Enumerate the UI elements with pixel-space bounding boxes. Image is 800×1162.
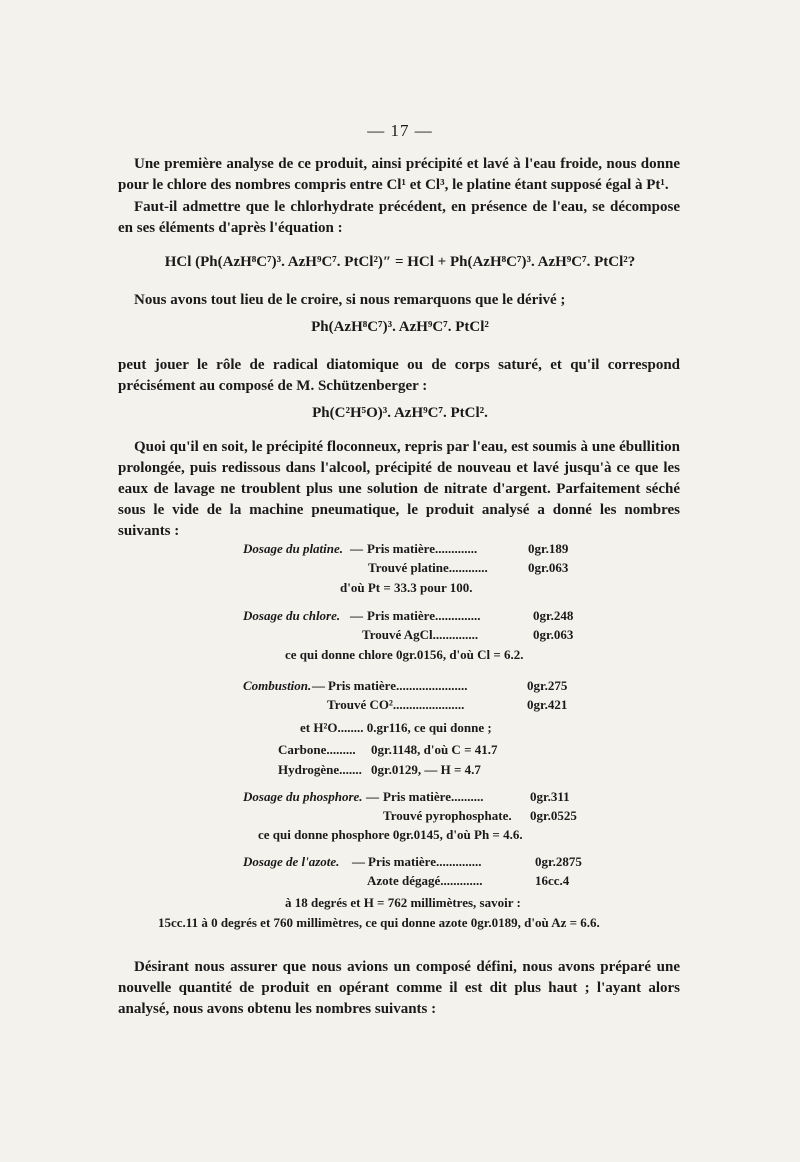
paragraph-second-analysis: Désirant nous assurer que nous avions un composé défini, nous avons préparé une nouvelle quantité de produit en opérant comme il est dit plus haut ; l'ayant alors analysé, nous avons obtenu les nombres suivants : bbox=[118, 959, 680, 1017]
chlore-result: ce qui donne chlore 0gr.0156, d'où Cl = 6.2. bbox=[285, 647, 524, 662]
paragraph-radical: peut jouer le rôle de radical diatomique ou de corps saturé, et qu'il correspond précisément au composé de M. Schützenberger : bbox=[118, 357, 680, 394]
carbone-value: 0gr.1148, d'où C = 41.7 bbox=[371, 742, 498, 757]
carbone-label: Carbone......... bbox=[278, 742, 356, 757]
azote-pris-value: 0gr.2875 bbox=[535, 854, 582, 869]
azote-heading: Dosage de l'azote. bbox=[243, 854, 340, 869]
chlore-heading: Dosage du chlore. bbox=[243, 608, 341, 623]
combustion-trouve-value: 0gr.421 bbox=[527, 697, 568, 712]
azote-result: 15cc.11 à 0 degrés et 760 millimètres, ce qui donne azote 0gr.0189, d'où Az = 6.6. bbox=[158, 915, 600, 930]
phosphore-pris-label: Pris matière.......... bbox=[383, 789, 484, 804]
equation-decomposition: HCl (Ph(AzH⁸C⁷)³. AzH⁹C⁷. PtCl²)″ = HCl + Ph(AzH⁸C⁷)³. AzH⁹C⁷. PtCl²? bbox=[164, 254, 636, 270]
chlore-pris-value: 0gr.248 bbox=[533, 608, 574, 623]
azote-conditions: à 18 degrés et H = 762 millimètres, savoir : bbox=[285, 895, 521, 910]
azote-trouve-value: 16cc.4 bbox=[535, 873, 570, 888]
phosphore-pris-value: 0gr.311 bbox=[530, 789, 570, 804]
hydrogene-label: Hydrogène....... bbox=[278, 762, 362, 777]
equation-schutzenberger: Ph(C²H⁵O)³. AzH⁹C⁷. PtCl². bbox=[312, 405, 488, 421]
chlore-pris-label: Pris matière.............. bbox=[367, 608, 481, 623]
paragraph-remark: Nous avons tout lieu de le croire, si nous remarquons que le dérivé ; bbox=[134, 292, 566, 308]
azote-pris-label: Pris matière.............. bbox=[368, 854, 482, 869]
phosphore-trouve-value: 0gr.0525 bbox=[530, 808, 577, 823]
platine-pris-label: Pris matière............. bbox=[367, 541, 478, 556]
platine-heading: Dosage du platine. bbox=[243, 541, 344, 556]
combustion-pris-label: Pris matière...................... bbox=[328, 678, 468, 693]
platine-result: d'où Pt = 33.3 pour 100. bbox=[340, 580, 473, 595]
combustion-pris-value: 0gr.275 bbox=[527, 678, 568, 693]
combustion-trouve-label: Trouvé CO²...................... bbox=[327, 697, 465, 712]
chlore-trouve-value: 0gr.063 bbox=[533, 627, 574, 642]
hydrogene-value: 0gr.0129, — H = 4.7 bbox=[371, 762, 481, 777]
phosphore-dash: — bbox=[366, 789, 379, 804]
chlore-dash: — bbox=[350, 608, 363, 623]
phosphore-heading: Dosage du phosphore. bbox=[243, 789, 363, 804]
page-number: — 17 — bbox=[367, 121, 433, 140]
phosphore-trouve-label: Trouvé pyrophosphate. bbox=[383, 808, 512, 823]
paragraph-question: Faut-il admettre que le chlorhydrate précédent, en présence de l'eau, se décompose en ses éléments d'après l'équation : bbox=[118, 199, 680, 236]
combustion-dash: — bbox=[312, 678, 325, 693]
platine-dash: — bbox=[350, 541, 363, 556]
phosphore-result: ce qui donne phosphore 0gr.0145, d'où Ph = 4.6. bbox=[258, 827, 523, 842]
azote-trouve-label: Azote dégagé............. bbox=[367, 873, 483, 888]
azote-dash: — bbox=[352, 854, 365, 869]
platine-pris-value: 0gr.189 bbox=[528, 541, 569, 556]
combustion-water-line: et H²O........ 0.gr116, ce qui donne ; bbox=[300, 720, 492, 735]
platine-trouve-label: Trouvé platine............ bbox=[368, 560, 488, 575]
paragraph-first-analysis: Une première analyse de ce produit, ainsi précipité et lavé à l'eau froide, nous donne pour le chlore des nombres compris entre Cl¹ et Cl³, le platine étant supposé égal à Pt¹. bbox=[118, 156, 680, 193]
equation-derivative: Ph(AzH⁸C⁷)³. AzH⁹C⁷. PtCl² bbox=[311, 319, 489, 335]
chlore-trouve-label: Trouvé AgCl.............. bbox=[362, 627, 479, 642]
combustion-heading: Combustion. bbox=[243, 678, 312, 693]
platine-trouve-value: 0gr.063 bbox=[528, 560, 569, 575]
paragraph-procedure: Quoi qu'il en soit, le précipité floconneux, repris par l'eau, est soumis à une ébullition prolongée, puis redissous dans l'alcool, précipité de nouveau et lavé jusqu'à ce que les eaux de lavage ne troublent plus une solution de nitrate d'argent. Parfaitement séché sous le vide de la machine pneumatique, le produit analysé a donné les nombres suivants : bbox=[118, 439, 680, 539]
